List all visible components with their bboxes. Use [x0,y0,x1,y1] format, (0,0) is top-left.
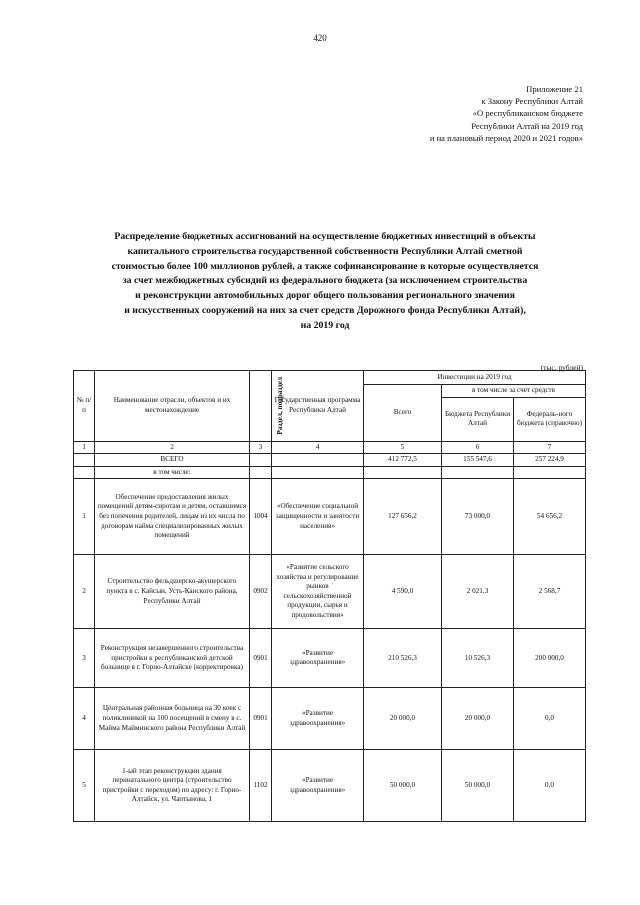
total-federal: 257 224,9 [514,454,586,467]
document-title [86,230,564,334]
table-row [74,688,586,750]
including-empty-cell [364,466,442,479]
row-section: 1102 [250,750,272,822]
title-line: за счет межбюджетных субсидий из федерального бюджета (за исключением строительства [122,275,528,287]
row-num: 4 [74,688,95,750]
including-label: в том числе: [95,466,250,479]
title-line: капитального строительства государственной собственности Республики Алтай сметной [127,245,523,257]
row-program: «Развитие здравоохранения» [272,688,364,750]
row-budget-ra: 50 000,0 [442,750,514,822]
row-object-name: Центральная районная больница на 30 коек с поликлиникой на 100 посещений в смену в с. Майма Майминского района Республики Алтай [95,688,250,750]
row-budget-ra: 73 000,0 [442,479,514,555]
header-including: в том числе за счет средств [442,385,586,398]
row-section: 0902 [250,555,272,629]
table-row [74,629,586,688]
row-total: 210 526,3 [364,629,442,688]
total-empty-cell [74,454,95,467]
col-number: 2 [95,441,250,454]
appendix-reference [430,83,583,144]
row-program: «Обеспечение социальной защищенности и занятости населения» [272,479,364,555]
row-num: 5 [74,750,95,822]
row-object-name: Обеспечение предоставления жилых помещений детям-сиротам и детям, оставшимся без попечения родителей, лицам из их числа по договорам найма специализированных жилых помещений [95,479,250,555]
title-line: и искусственных сооружений на них за счет средств Дорожного фонда Республики Алтай), [124,304,526,316]
table-row [74,479,586,555]
title-line: на 2019 год [300,319,350,331]
including-empty-cell [272,466,364,479]
header-total: Всего [364,385,442,442]
total-row [74,454,586,467]
header-num: № п/п [74,371,95,442]
including-row [74,466,586,479]
col-number: 4 [272,441,364,454]
row-budget-ra: 20 000,0 [442,688,514,750]
appendix-line: к Закону Республики Алтай [481,96,583,107]
header-section [250,371,284,442]
total-budget-ra: 155 547,6 [442,454,514,467]
row-federal: 0,0 [514,750,586,822]
row-total: 127 656,2 [364,479,442,555]
row-num: 2 [74,555,95,629]
title-line: Распределение бюджетных ассигнований на осуществление бюджетных инвестиций в объекты [114,231,536,242]
appendix-line: Приложение 21 [526,84,583,94]
row-program: «Развитие здравоохранения» [272,750,364,822]
row-federal: 2 568,7 [514,555,586,629]
total-empty-cell [250,454,272,467]
units-note: (тыс. рублей) [540,363,583,372]
row-num: 1 [74,479,95,555]
header-name: Наименование отрасли, объектов и их местонахождение [95,371,250,442]
appendix-line: и на плановый период 2020 и 2021 годов» [429,132,583,143]
title-line: стоимостью более 100 миллионов рублей, а также софинансирование в которые осуществляется [111,260,539,272]
row-total: 50 000,0 [364,750,442,822]
appendix-line: Республики Алтай на 2019 год [471,120,583,131]
table-row [74,750,586,822]
appendix-line: «О республиканском бюджете [472,108,583,119]
row-federal: 54 656,2 [514,479,586,555]
row-federal: 0,0 [514,688,586,750]
row-section: 1004 [250,479,272,555]
title-line: и реконструкции автомобильных дорог общего пользования регионального значения [135,290,515,302]
row-budget-ra: 10 526,3 [442,629,514,688]
row-object-name: Реконструкция незавершенного строительства пристройки к республиканской детской больнице в г. Горно-Алтайске (корректировка) [95,629,250,688]
including-empty-cell [514,466,586,479]
header-budget-ra: Бюджета Республики Алтай [442,397,514,441]
header-section-label: Раздел, подраздел [275,377,284,435]
col-number: 6 [442,441,514,454]
total-label: ВСЕГО [95,454,250,467]
row-section: 0901 [250,688,272,750]
total-empty-cell [272,454,364,467]
investment-table [73,370,586,822]
header-federal: Федераль-ного бюджета (справочно) [514,397,586,441]
row-section: 0901 [250,629,272,688]
page-number: 420 [313,33,327,43]
row-total: 4 590,0 [364,555,442,629]
row-num: 3 [74,629,95,688]
including-empty-cell [74,466,95,479]
row-total: 20 000,0 [364,688,442,750]
row-program: «Развитие сельского хозяйства и регулирование рынков сельскохозяйственной продукции, сырья и продовольствия» [272,555,364,629]
col-number: 5 [364,441,442,454]
including-empty-cell [250,466,272,479]
col-number: 3 [250,441,272,454]
row-federal: 200 000,0 [514,629,586,688]
row-object-name: Строительство фельдшерско-акушерского пункта в с. Кайсын, Усть-Канского района, Республики Алтай [95,555,250,629]
col-number: 1 [74,441,95,454]
total-sum: 412 772,5 [364,454,442,467]
row-object-name: 1-ый этап реконструкции здания перинатального центра (строительство пристройки с переходом) по адресу: г. Горно-Алтайск, ул. Чаптынова, 1 [95,750,250,822]
header-program: Государственная программа Республики Алтай [272,371,364,442]
header-investments: Инвестиции на 2019 год [364,371,586,385]
including-empty-cell [442,466,514,479]
row-budget-ra: 2 021,3 [442,555,514,629]
col-number: 7 [514,441,586,454]
table-row [74,555,586,629]
row-program: «Развитие здравоохранения» [272,629,364,688]
